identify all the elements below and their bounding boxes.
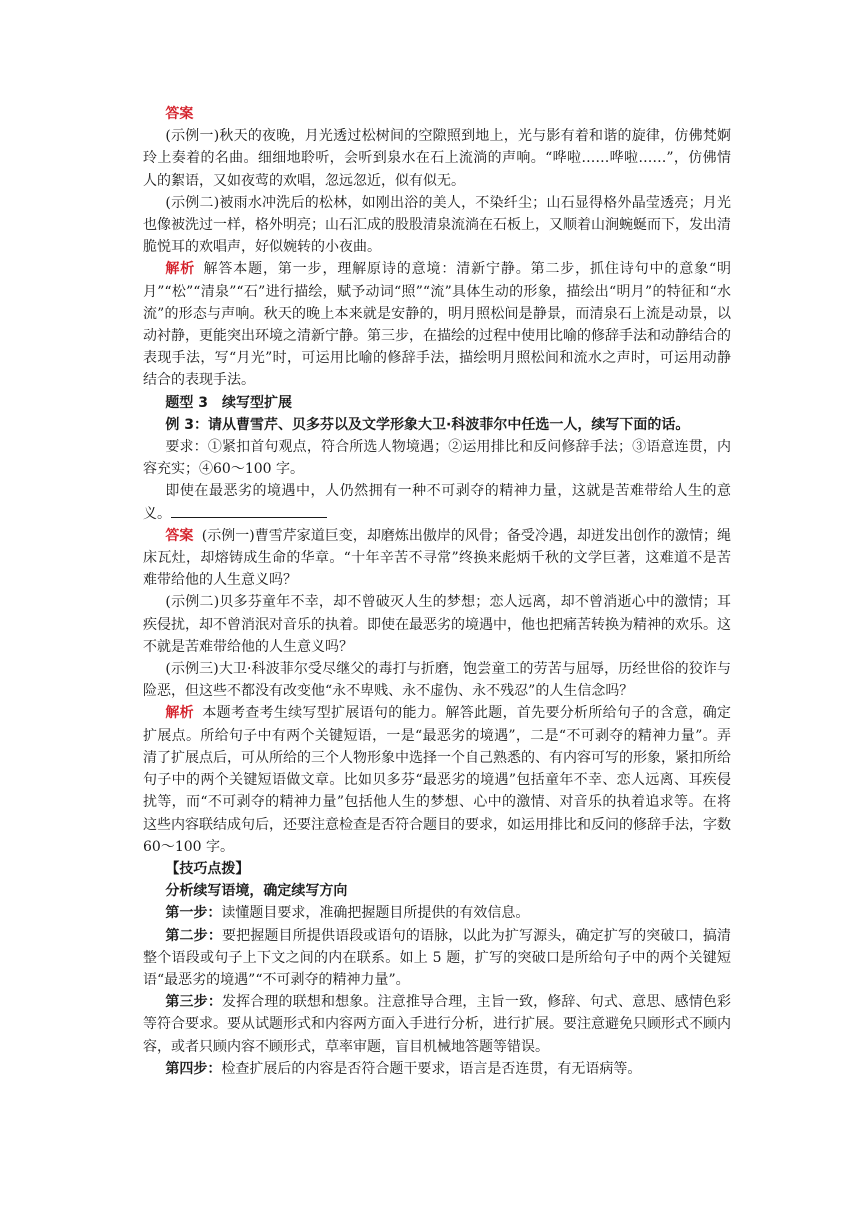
answer-blank-line xyxy=(171,503,327,518)
tip-step-3: 第三步：发挥合理的联想和想象。注意推导合理，主旨一致，修辞、句式、意思、感情色彩等符合要求。要从试题形式和内容两方面入手进行分析，进行扩展。要注意避免只顾形式不顾内容，或者只顾内容不顾形式，草率审题，盲目机械地答题等错误。 xyxy=(143,994,732,1055)
answer-label: 答案 xyxy=(165,106,194,122)
analysis-3-label: 解析 xyxy=(165,705,194,722)
analysis-text: 解答本题，第一步，理解原诗的意境：清新宁静。第二步，抓住诗句中的意象“明月”“松”“清泉”“石”进行描绘，赋予动词“照”“流”具体生动的形象，描绘出“明月”的特征和“水流”的形态与声响。秋天的晚上本来就是安静的，明月照松间是静景，而清泉石上流是动景，以动衬静，更能突出环境之清新宁静。第三步，在描绘的过程中使用比喻的修辞手法和动静结合的表现手法，写“月光”时，可运用比喻的修辞手法，描绘明月照松间和流水之声时，可运用动静结合的表现手法。 xyxy=(143,261,732,389)
analysis-3-text: 本题考查考生续写型扩展语句的能力。解答此题，首先要分析所给句子的含意，确定扩展点。所给句子中有两个关键短语，一是“最恶劣的境遇”，二是“不可剥夺的精神力量”。弄清了扩展点后，可从所给的三个人物形象中选择一个自己熟悉的、有内容可写的形象，紧扣所给句子中的两个关键短语做文章。比如贝多芬“最恶劣的境遇”包括童年不幸、恋人远离、耳疾侵扰等，而“不可剥夺的精神力量”包括他人生的梦想、心中的激情、对音乐的执着追求等。在将这些内容联结成句后，还要注意检查是否符合题目的要求，如运用排比和反问的修辞手法，字数 60～100 字。 xyxy=(143,705,732,855)
tip-step-4: 第四步：检查扩展后的内容是否符合题干要求，语言是否连贯，有无语病等。 xyxy=(165,1060,642,1077)
answer-3-paragraph xyxy=(143,525,731,592)
document-page xyxy=(143,103,731,1080)
answer-example-2: (示例二)被雨水冲洗后的松林，如刚出浴的美人，不染纤尘；山石显得格外晶莹透亮；月光也像被洗过一样，格外明亮；山石汇成的股股清泉流淌在石板上，又顺着山涧蜿蜒而下，发出清脆悦耳的欢唱声，好似婉转的小夜曲。 xyxy=(143,194,731,256)
answer-3-example-1: (示例一)曹雪芹家道巨变，却磨炼出傲岸的风骨；备受冷遇，却迸发出创作的激情；绳床瓦灶，却熔铸成生命的华章。“十年辛苦不寻常”终换来彪炳千秋的文学巨著，这难道不是苦难带给他的人生意义吗？ xyxy=(143,527,732,589)
example-3-prompt: 即使在最恶劣的境遇中，人仍然拥有一种不可剥夺的精神力量，这就是苦难带给人生的意义。 xyxy=(143,483,731,522)
example-3-requirements: 要求：①紧扣首句观点，符合所选人物境遇；②运用排比和反问修辞手法；③语意连贯，内容充实；④60～100 字。 xyxy=(143,439,731,478)
answer-3-label: 答案 xyxy=(165,527,194,544)
tip-step-1: 第一步：读懂题目要求，准确把握题目所提供的有效信息。 xyxy=(165,905,530,922)
answer-3-example-2: (示例二)贝多芬童年不幸，却不曾破灭人生的梦想；恋人远离，却不曾消逝心中的激情；耳疾侵扰，却不曾消泯对音乐的执着。即使在最恶劣的境遇中，他也把痛苦转换为精神的欢乐。这不就是苦难带给他的人生意义吗？ xyxy=(143,594,731,655)
tips-subtitle: 分析续写语境，确定续写方向 xyxy=(165,883,348,900)
analysis-3-paragraph xyxy=(143,702,731,857)
section-title: 题型 3 续写型扩展 xyxy=(165,394,293,411)
example-3-title: 例 3：请从曹雪芹、贝多芬以及文学形象大卫·科波菲尔中任选一人，续写下面的话。 xyxy=(165,416,690,433)
tips-title: 【技巧点拨】 xyxy=(165,860,250,877)
answer-3-example-3: (示例三)大卫·科波菲尔受尽继父的毒打与折磨，饱尝童工的劳苦与屈辱，历经世俗的狡诈与险恶，但这些不都没有改变他“永不卑贱、永不虚伪、永不残忍”的人生信念吗？ xyxy=(143,661,731,700)
analysis-label: 解析 xyxy=(165,261,196,278)
tip-step-2: 第二步：要把握题目所提供语段或语句的语脉，以此为扩写源头，确定扩写的突破口，搞清整个语段或句子上下文之间的内在联系。如上 5 题，扩写的突破口是所给句子中的两个关键短语“最恶劣的境遇”“不可剥夺的精神力量”。 xyxy=(143,927,732,988)
answer-example-1: (示例一)秋天的夜晚，月光透过松树间的空隙照到地上，光与影有着和谐的旋律，仿佛梵婀玲上奏着的名曲。细细地聆听，会听到泉水在石上流淌的声响。“哗啦……哗啦……”，仿佛情人的絮语，又如夜莺的欢唱，忽远忽近，似有似无。 xyxy=(143,128,731,189)
analysis-paragraph xyxy=(143,258,731,391)
